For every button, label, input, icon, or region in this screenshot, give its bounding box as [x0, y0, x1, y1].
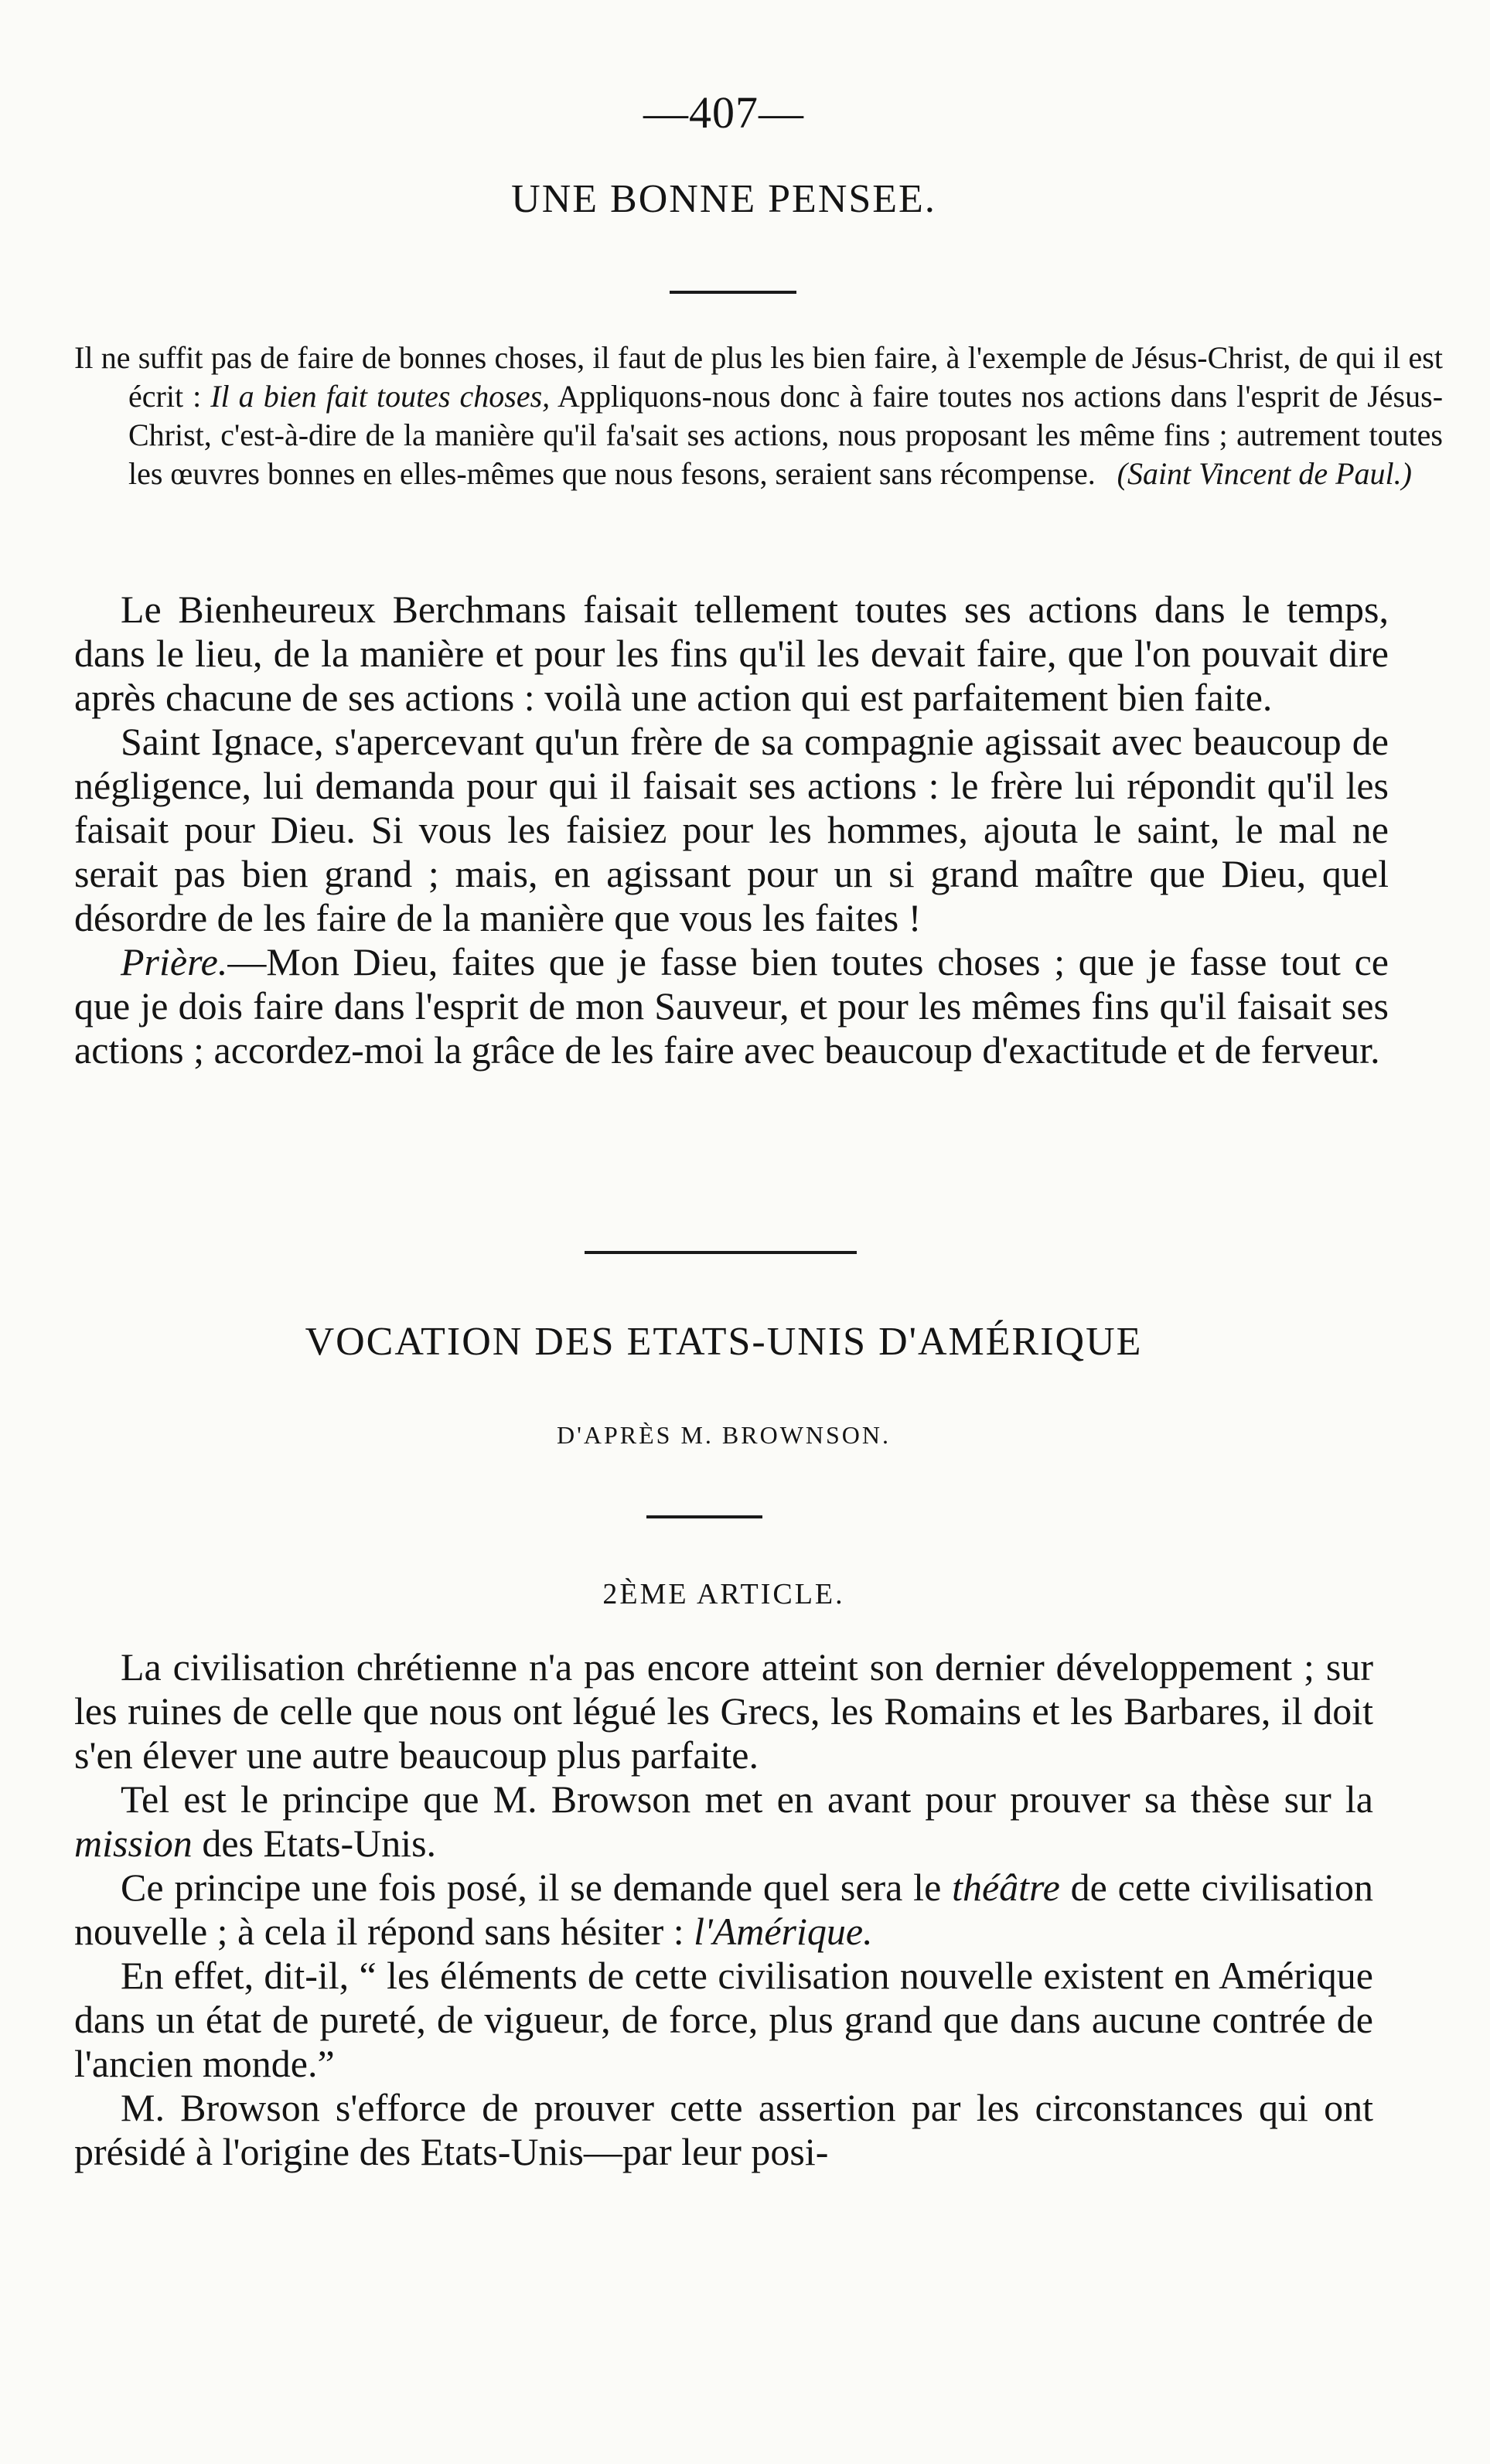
p3-italic-theatre: théâtre: [952, 1866, 1060, 1909]
section-title-vocation: VOCATION DES ETATS-UNIS D'AMÉRIQUE: [305, 1320, 1143, 1364]
paragraph-principe: [74, 1777, 1373, 1866]
quote-source: (Saint Vincent de Paul.): [1117, 456, 1412, 491]
article-label: 2ÈME ARTICLE.: [602, 1578, 845, 1610]
priere-text: —Mon Dieu, faites que je fasse bien toutes choses ; que je fasse tout ce que je dois faire dans l'esprit de mon Sauveur, et pour les mêmes fins qu'il faisait ses actions ; accordez-moi la grâce de les faire avec beaucoup d'exactitude et de ferveur.: [74, 940, 1389, 1072]
paragraph-saint-ignace: Saint Ignace, s'apercevant qu'un frère de sa compagnie agissait avec beaucoup de négligence, lui demanda pour qui il faisait ses actions : le frère lui répondit qu'il les faisait pour Dieu. Si vous les faisiez pour les hommes, ajouta le saint, le mal ne serait pas bien grand ; mais, en agissant pour un si grand maître que Dieu, quel désordre de les faire de la manière que vous les faites !: [74, 720, 1389, 939]
quote-italic: Il a bien fait toutes choses,: [210, 379, 551, 414]
p3-text-a: Ce principe une fois posé, il se demande quel sera le: [121, 1866, 953, 1909]
section-subtitle: D'APRÈS M. BROWNSON.: [556, 1421, 892, 1449]
epigraph-quote: [74, 339, 1443, 493]
section-divider-rule: [585, 1251, 857, 1254]
paragraph-civilisation: La civilisation chrétienne n'a pas encore atteint son dernier développement ; sur les ruines de celle que nous ont légué les Grecs, les Romains et les Barbares, il doit s'en élever une autre beaucoup plus parfaite.: [74, 1645, 1373, 1777]
paragraph-en-effet: En effet, dit-il, “ les éléments de cette civilisation nouvelle existent en Amérique dans un état de pureté, de vigueur, de force, plus grand que dans aucune contrée de l'ancien monde.”: [74, 1954, 1373, 2085]
divider-rule-small: [646, 1515, 762, 1518]
p2-text-a: Tel est le principe que M. Browson met en avant pour prouver sa thèse sur la: [121, 1777, 1373, 1821]
p3-text-b: de cette civilisation nouvelle ; à cela il répond sans hésiter :: [74, 1866, 1373, 1953]
divider-rule: [670, 291, 796, 294]
section1-body: [74, 588, 1389, 1072]
paragraph-browson: M. Browson s'efforce de prouver cette assertion par les circonstances qui ont présidé à l'origine des Etats-Unis—par leur posi-: [74, 2086, 1373, 2173]
section2-body: [74, 1645, 1373, 2174]
p3-italic-amerique: l'Amérique.: [694, 1910, 873, 1953]
quote-text-b: Appliquons-nous donc à faire toutes nos actions dans l'esprit de Jésus-Christ, c'est-à-dire de la manière qu'il fa'sait ses actions, nous proposant les même fins ; autrement toutes les œuvres bonnes en elles-mêmes que nous fesons, seraient sans récompense.: [128, 379, 1444, 491]
p2-text-b: des Etats-Unis.: [192, 1822, 437, 1865]
quote-text-a: Il ne suffit pas de faire de bonnes choses, il faut de plus les bien faire, à l'exemple de Jésus-Christ, de qui il est écrit :: [74, 340, 1443, 414]
paragraph-theatre: [74, 1866, 1373, 1954]
paragraph-berchmans: Le Bienheureux Berchmans faisait tellement toutes ses actions dans le temps, dans le lieu, de la manière et pour les fins qu'il les devait faire, que l'on pouvait dire après chacune de ses actions : voilà une action qui est parfaitement bien faite.: [74, 588, 1389, 719]
p2-italic: mission: [74, 1822, 193, 1865]
priere-label: Prière.: [121, 940, 228, 983]
page-number: —407—: [643, 87, 804, 138]
section-title-une-bonne-pensee: UNE BONNE PENSEE.: [511, 177, 936, 221]
book-page: [74, 0, 1444, 2464]
paragraph-priere: [74, 940, 1389, 1072]
